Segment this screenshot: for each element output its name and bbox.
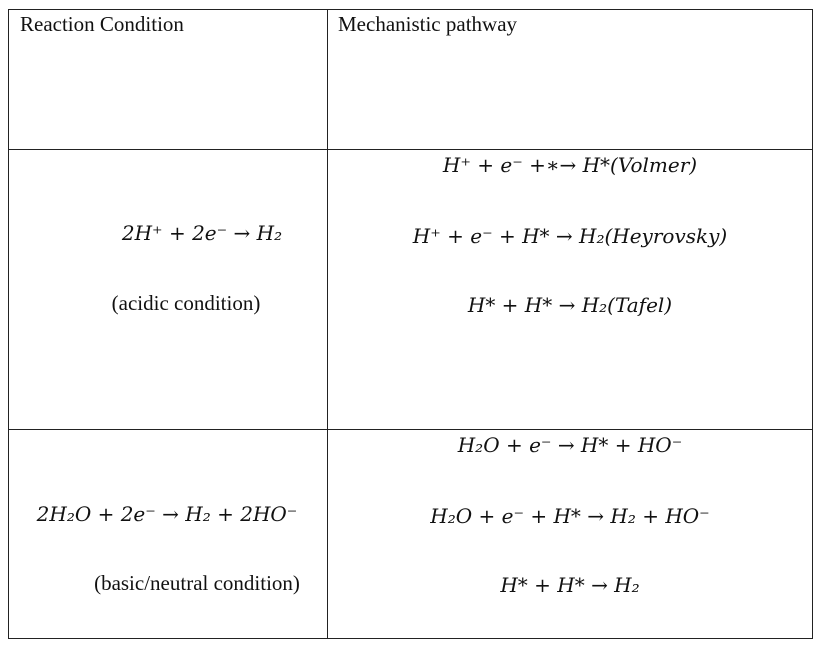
reaction-table	[8, 9, 813, 639]
row2-reaction: 2H₂O + 2e⁻ → H₂ + 2HO⁻	[36, 502, 298, 526]
column-divider	[327, 10, 328, 638]
header-mechanistic-pathway: Mechanistic pathway	[338, 12, 518, 36]
row1-step-volmer: H⁺ + e⁻ +∗→ H*(Volmer)	[442, 153, 698, 177]
header-reaction-condition: Reaction Condition	[20, 12, 184, 36]
row1-reaction: 2H⁺ + 2e⁻ → H₂	[121, 221, 283, 245]
row1-step-heyrovsky: H⁺ + e⁻ + H* → H₂(Heyrovsky)	[412, 224, 728, 248]
row1-condition-note: (acidic condition)	[111, 291, 261, 315]
row-divider-2	[9, 429, 812, 430]
row2-step-1: H₂O + e⁻ → H* + HO⁻	[457, 433, 683, 457]
row2-condition-note: (basic/neutral condition)	[94, 571, 300, 595]
row1-step-tafel: H* + H* → H₂(Tafel)	[467, 293, 673, 317]
row-divider-1	[9, 149, 812, 150]
row2-step-3: H* + H* → H₂	[500, 573, 640, 597]
row2-step-2: H₂O + e⁻ + H* → H₂ + HO⁻	[430, 504, 710, 528]
